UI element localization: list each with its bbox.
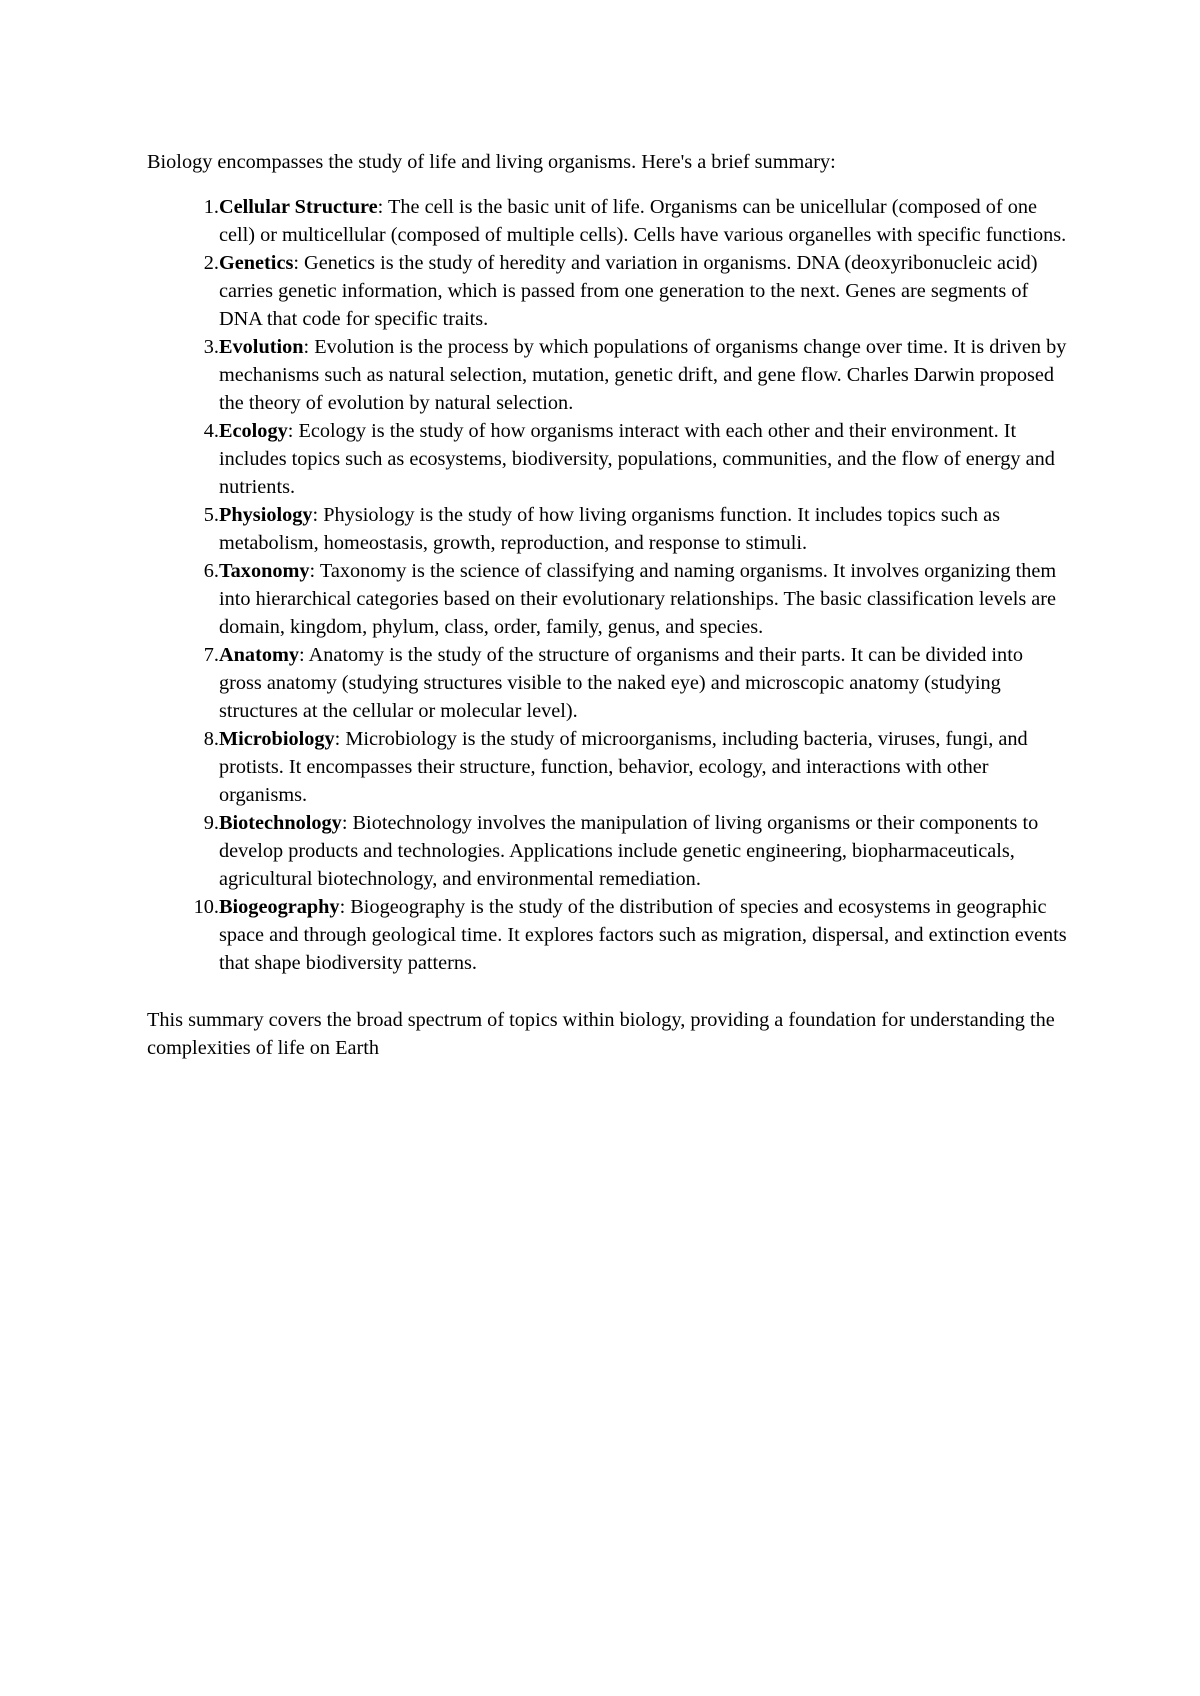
list-item-number: 10.: [193, 896, 219, 918]
list-item-term: Evolution: [219, 336, 304, 358]
list-item-term: Biotechnology: [219, 812, 342, 834]
list-item-number: 7.: [203, 644, 219, 666]
list-item-term: Ecology: [219, 420, 288, 442]
list-item-number: 8.: [203, 728, 219, 750]
list-item-number: 1.: [203, 196, 219, 218]
list-item-number: 9.: [203, 812, 219, 834]
list-item-text: : Microbiology is the study of microorganisms, including bacteria, viruses, fungi, and protists. It encompasses their structure, function, behavior, ecology, and interactions with other organisms.: [219, 728, 1028, 806]
list-item: [147, 557, 1067, 641]
list-item-term: Genetics: [219, 252, 294, 274]
list-item: [147, 725, 1067, 809]
list-item-text: : Biogeography is the study of the distribution of species and ecosystems in geographic space and through geological time. It explores factors such as migration, dispersal, and extinction events that shape biodiversity patterns.: [219, 896, 1067, 974]
closing-paragraph: This summary covers the broad spectrum of topics within biology, providing a foundation for understanding the complexities of life on Earth: [147, 1009, 1055, 1059]
list-item-term: Anatomy: [219, 644, 299, 666]
list-item-number: 3.: [203, 336, 219, 358]
list-item: [147, 893, 1067, 977]
list-item-text: : Physiology is the study of how living organisms function. It includes topics such as metabolism, homeostasis, growth, reproduction, and response to stimuli.: [219, 504, 1001, 554]
list-item-number: 2.: [203, 252, 219, 274]
list-item-text: : Ecology is the study of how organisms interact with each other and their environment. It includes topics such as ecosystems, biodiversity, populations, communities, and the flow of energy and nutrients.: [219, 420, 1055, 498]
list-item-text: : Taxonomy is the science of classifying and naming organisms. It involves organizing them into hierarchical categories based on their evolutionary relationships. The basic classification levels are domain, kingdom, phylum, class, order, family, genus, and species.: [219, 560, 1057, 638]
list-item-text: : Biotechnology involves the manipulation of living organisms or their components to develop products and technologies. Applications include genetic engineering, biopharmaceuticals, agricultural biotechnology, and environmental remediation.: [219, 812, 1039, 890]
list-item-term: Cellular Structure: [219, 196, 378, 218]
list-item: [147, 417, 1067, 501]
list-item-number: 6.: [203, 560, 219, 582]
list-item-term: Physiology: [219, 504, 313, 526]
list-item-term: Microbiology: [219, 728, 335, 750]
document-body: [147, 148, 1067, 1062]
list-item-term: Taxonomy: [219, 560, 310, 582]
list-item-text: : Genetics is the study of heredity and variation in organisms. DNA (deoxyribonucleic acid) carries genetic information, which is passed from one generation to the next. Genes are segments of DNA that code for specific traits.: [219, 252, 1038, 330]
list-item: [147, 501, 1067, 557]
list-item: [147, 249, 1067, 333]
list-item-text: : The cell is the basic unit of life. Organisms can be unicellular (composed of one cell) or multicellular (composed of multiple cells). Cells have various organelles with specific functions.: [219, 196, 1067, 246]
list-item-term: Biogeography: [219, 896, 340, 918]
intro-paragraph: Biology encompasses the study of life and living organisms. Here's a brief summary:: [147, 151, 836, 173]
list-item-text: : Anatomy is the study of the structure of organisms and their parts. It can be divided into gross anatomy (studying structures visible to the naked eye) and microscopic anatomy (studying structures at the cellular or molecular level).: [219, 644, 1023, 722]
list-item: [147, 809, 1067, 893]
list-item-number: 4.: [203, 420, 219, 442]
list-item-text: : Evolution is the process by which populations of organisms change over time. It is driven by mechanisms such as natural selection, mutation, genetic drift, and gene flow. Charles Darwin proposed the theory of evolution by natural selection.: [219, 336, 1067, 414]
list-item: [147, 333, 1067, 417]
topic-list: [147, 193, 1067, 977]
list-item: [147, 193, 1067, 249]
list-item: [147, 641, 1067, 725]
list-item-number: 5.: [203, 504, 219, 526]
